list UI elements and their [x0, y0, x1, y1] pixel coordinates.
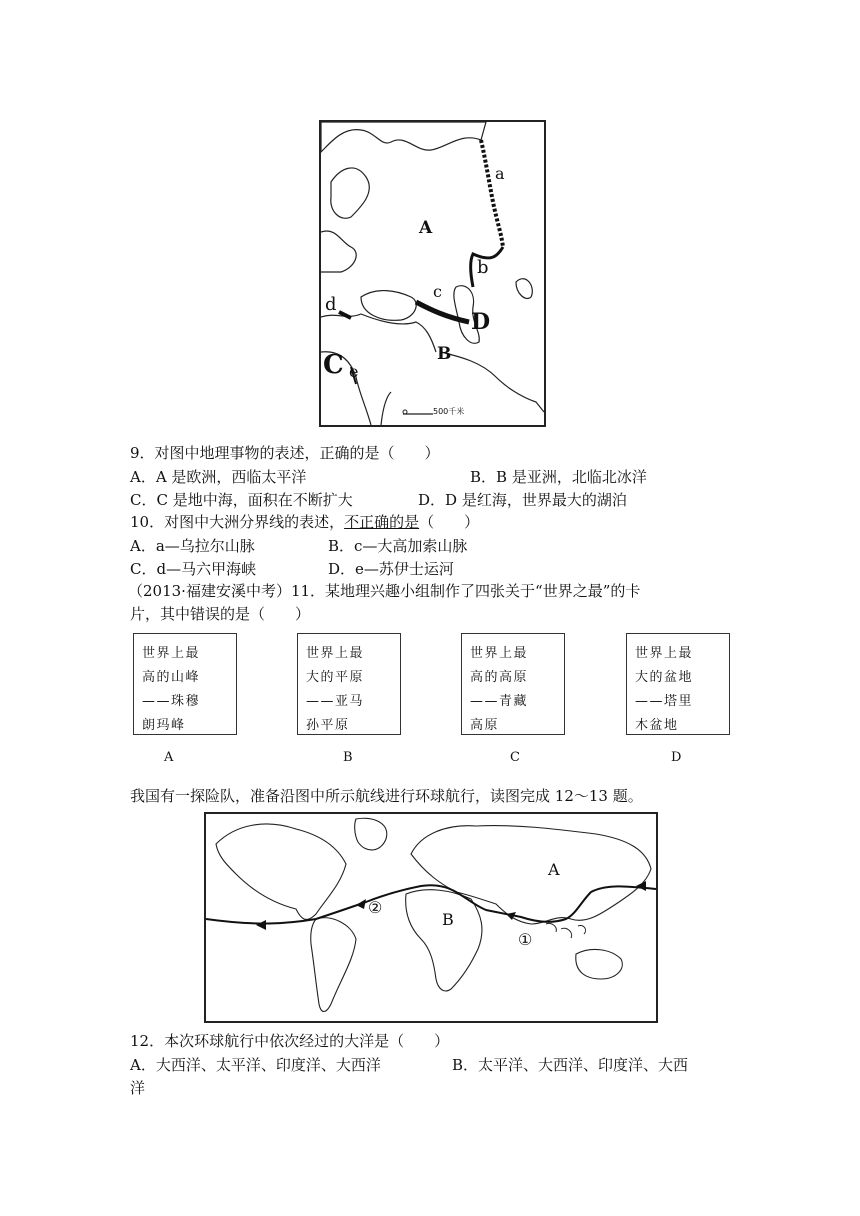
q10-stem-text: 10．对图中大洲分界线的表述， — [130, 513, 345, 531]
map1-label-B: B — [437, 344, 452, 364]
card-a[interactable] — [133, 633, 237, 735]
q12-option-b-cont: 洋 — [130, 1079, 146, 1097]
map1-label-d: d — [325, 294, 337, 315]
q10-stem-underlined: 不正确的是 — [344, 513, 420, 531]
q10-option-d[interactable]: D．e—苏伊士运河 — [328, 560, 454, 578]
q10-option-c[interactable]: C．d—马六甲海峡 — [130, 560, 257, 578]
map2-label-route1: ① — [518, 930, 533, 949]
q11-stem-line1: （2013·福建安溪中考）11．某地理兴趣小组制作了四张关于“世界之最”的卡 — [128, 582, 641, 600]
q11-stem-line2: 片，其中错误的是（ ） — [130, 605, 311, 623]
card-d-text: 世界上最 大的盆地 ——塔里 木盆地 — [635, 646, 694, 733]
map2-label-A: A — [548, 860, 560, 879]
map1-label-C: C — [323, 350, 344, 380]
map1-label-a: a — [495, 164, 505, 183]
card-b-text: 世界上最 大的平原 ——亚马 孙平原 — [306, 646, 365, 733]
card-b-letter: B — [343, 750, 353, 765]
card-c[interactable] — [461, 633, 565, 735]
q9-option-d[interactable]: D．D 是红海，世界最大的湖泊 — [418, 491, 627, 509]
world-route-map-graphic — [206, 814, 656, 1021]
world-route-map — [204, 812, 658, 1023]
q9-stem: 9．对图中地理事物的表述，正确的是（ ） — [130, 444, 440, 462]
card-c-text: 世界上最 高的高原 ——青藏 高原 — [470, 646, 529, 733]
card-c-letter: C — [510, 750, 520, 765]
map1-scale-label: 500千米 — [433, 407, 465, 416]
map1-label-e: e — [349, 362, 359, 381]
q10-option-b[interactable]: B．c—大高加索山脉 — [328, 537, 468, 555]
q10-stem-paren: （ ） — [419, 513, 480, 531]
map2-label-B: B — [442, 910, 454, 929]
q9-option-a[interactable]: A．A 是欧洲，西临太平洋 — [130, 468, 307, 486]
europe-asia-map — [319, 120, 546, 427]
map2-label-route2: ② — [368, 898, 383, 917]
q9-option-c[interactable]: C．C 是地中海，面积在不断扩大 — [130, 491, 353, 509]
q9-option-b[interactable]: B．B 是亚洲，北临北冰洋 — [470, 468, 647, 486]
q10-stem — [130, 512, 479, 532]
map1-label-b: b — [477, 257, 489, 278]
q12-option-a[interactable]: A．大西洋、太平洋、印度洋、大西洋 — [130, 1056, 381, 1074]
map1-label-D: D — [471, 309, 491, 335]
card-d-letter: D — [671, 750, 682, 765]
intro-12-13: 我国有一探险队，准备沿图中所示航线进行环球航行，读图完成 12～13 题。 — [130, 787, 643, 805]
card-a-text: 世界上最 高的山峰 ——珠穆 朗玛峰 — [142, 646, 201, 733]
q12-option-b[interactable]: B．太平洋、大西洋、印度洋、大西 — [452, 1056, 689, 1074]
card-b[interactable] — [297, 633, 401, 735]
map1-label-A: A — [419, 218, 433, 238]
card-a-letter: A — [164, 750, 174, 765]
q10-option-a[interactable]: A．a—乌拉尔山脉 — [130, 537, 255, 555]
q12-stem: 12．本次环球航行中依次经过的大洋是（ ） — [130, 1032, 450, 1050]
card-d[interactable] — [626, 633, 730, 735]
map1-label-c: c — [433, 282, 442, 301]
